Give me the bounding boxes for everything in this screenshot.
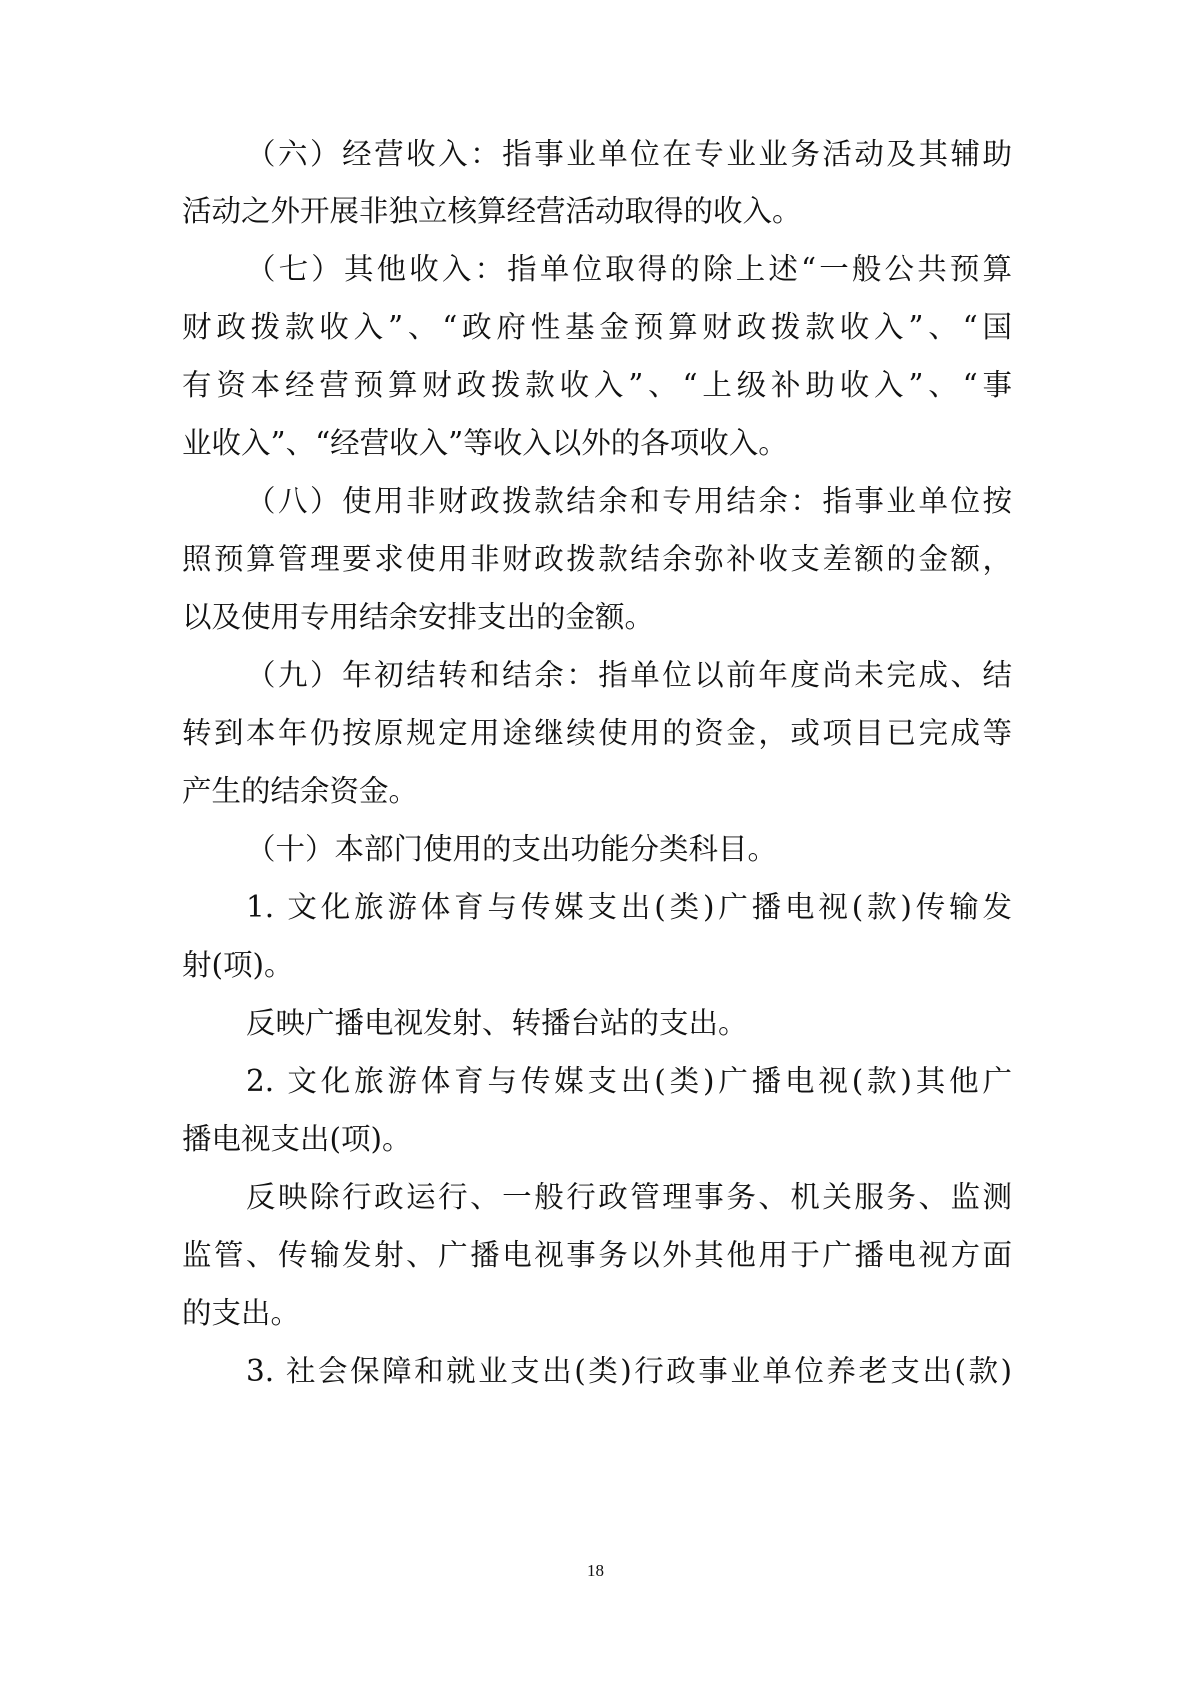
text-line-10: （九）年初结转和结余：指单位以前年度尚未完成、结 — [246, 658, 1012, 692]
text-line-7: （八）使用非财政拨款结余和专用结余：指事业单位按 — [246, 484, 1012, 518]
text-line-14: 1. 文化旅游体育与传媒支出(类)广播电视(款)传输发 — [246, 890, 1012, 924]
text-line-15: 射(项)。 — [182, 948, 294, 982]
text-line-12: 产生的结余资金。 — [182, 774, 419, 808]
text-line-4: 财政拨款收入”、“政府性基金预算财政拨款收入”、“国 — [182, 310, 1012, 344]
text-line-2: 活动之外开展非独立核算经营活动取得的收入。 — [182, 194, 802, 228]
text-line-8: 照预算管理要求使用非财政拨款结余弥补收支差额的金额， — [182, 542, 1012, 576]
text-line-1: （六）经营收入：指事业单位在专业业务活动及其辅助 — [246, 137, 1012, 171]
text-line-3: （七）其他收入：指单位取得的除上述“一般公共预算 — [246, 252, 1012, 286]
text-line-13: （十）本部门使用的支出功能分类科目。 — [246, 832, 778, 866]
text-line-18: 播电视支出(项)。 — [182, 1122, 412, 1156]
text-line-19: 反映除行政运行、一般行政管理事务、机关服务、监测 — [246, 1180, 1012, 1214]
text-line-6: 业收入”、“经营收入”等收入以外的各项收入。 — [182, 426, 788, 460]
text-line-16: 反映广播电视发射、转播台站的支出。 — [246, 1006, 748, 1040]
text-line-9: 以及使用专用结余安排支出的金额。 — [182, 600, 655, 634]
text-line-17: 2. 文化旅游体育与传媒支出(类)广播电视(款)其他广 — [246, 1064, 1012, 1098]
text-line-22: 3. 社会保障和就业支出(类)行政事业单位养老支出(款) — [246, 1354, 1012, 1388]
page-number: 18 — [587, 1561, 604, 1580]
text-line-11: 转到本年仍按原规定用途继续使用的资金，或项目已完成等 — [182, 716, 1012, 750]
text-line-5: 有资本经营预算财政拨款收入”、“上级补助收入”、“事 — [182, 368, 1012, 402]
text-line-21: 的支出。 — [182, 1296, 301, 1330]
text-line-20: 监管、传输发射、广播电视事务以外其他用于广播电视方面 — [182, 1238, 1012, 1272]
